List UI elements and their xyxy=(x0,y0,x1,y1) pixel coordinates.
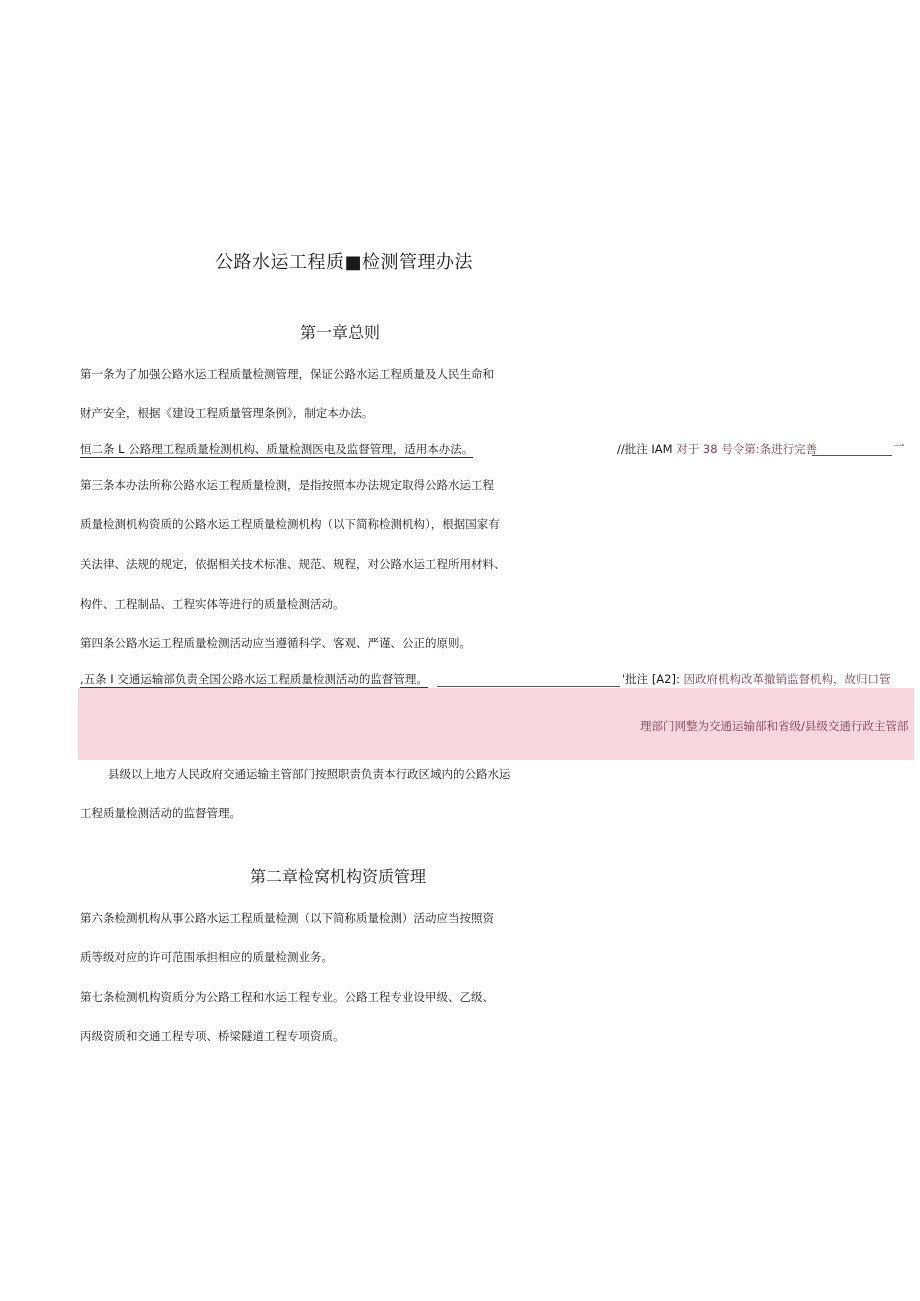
article-7-line-2: 丙级资质和交通工程专项、桥梁隧道工程专项资质。 xyxy=(80,1029,345,1043)
comment-1-connector xyxy=(812,455,892,456)
article-3-line-2: 质量检测机构资质的公路水运工程质量检测机构（以下简称检测机构），根据国家有 xyxy=(80,517,500,531)
article-7-line-1: 第七条检测机构资质分为公路工程和水运工程专业。公路工程专业设甲级、乙级、 xyxy=(80,990,494,1004)
comment-2-prefix: '批注 [A2]: xyxy=(622,672,680,686)
article-3-line-1: 第三条本办法所称公路水运工程质量检测，是指按照本办法规定取得公路水运工程 xyxy=(80,478,494,492)
article-2-text: 恒二条 L 公路理工程质量检测机构、质量检测医电及监督管理，适用本办法。 xyxy=(80,442,474,456)
comment-2-line-2: 理部门网整为交通运输部和省级/县级交通行政主管部 xyxy=(640,719,909,733)
comment-1-text: 对于 38 号令第:条进行完善 xyxy=(676,442,818,456)
article-5-para-2-line-1: 县级以上地方人民政府交通运输主管部门按照职责负责本行政区域内的公路水运 xyxy=(108,767,511,781)
article-5-para-2-line-2: 工程质量检测活动的监督管理。 xyxy=(80,806,241,820)
article-3-line-3: 关法律、法规的规定，依据相关技术标准、规范、规程，对公路水运工程所用材料、 xyxy=(80,557,506,571)
comment-2[interactable] xyxy=(622,671,891,687)
chapter-2-heading: 第二章检窝机构资质管理 xyxy=(250,867,427,886)
article-6-line-1: 第六条检测机构从事公路水运工程质量检测（以下简称质量检测）活动应当按照资 xyxy=(80,911,494,925)
comment-2-connector xyxy=(437,686,620,687)
comment-1[interactable] xyxy=(617,441,817,457)
article-5-text: ,五条 I 交通运输部负责全国公路水运工程质量检测活动的监督管理。 xyxy=(80,672,428,686)
article-6-line-2: 质等级对应的许可范围承担相应的质量检测业务。 xyxy=(80,950,333,964)
chapter-1-heading: 第一章总则 xyxy=(300,323,381,342)
article-3-line-4: 构件、工程制品、工程实体等进行的质量检测活动。 xyxy=(80,597,345,611)
article-1-line-1: 第一条为了加强公路水运工程质量检测管理，保证公路水运工程质量及人民生命和 xyxy=(80,367,494,381)
comment-2-text: 因政府机构改革撤销监督机构，故归口管 xyxy=(683,672,891,686)
comment-1-dash: 一 xyxy=(893,439,905,453)
article-4: 第四条公路水运工程质量检测活动应当遵循科学、客观、严谨、公正的原则。 xyxy=(80,636,471,650)
comment-1-prefix: //批注 IAM xyxy=(617,442,673,456)
document-title: 公路水运工程质■检测管理办法 xyxy=(215,252,474,273)
article-1-line-2: 财产安全，根据《建设工程质量管理条例》，制定本办法。 xyxy=(80,406,374,420)
article-5 xyxy=(80,671,428,687)
article-2 xyxy=(80,441,473,457)
